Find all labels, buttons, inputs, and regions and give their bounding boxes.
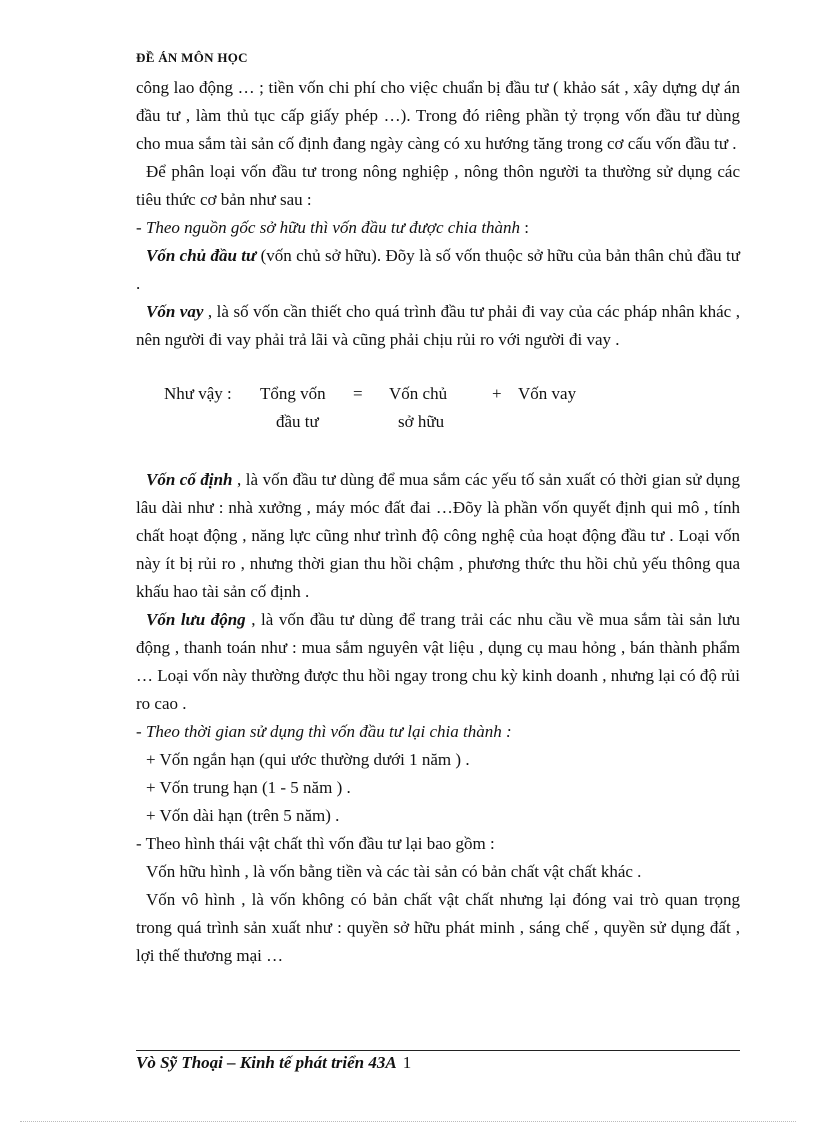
paragraph-capital-composition: công lao động … ; tiền vốn chi phí cho việc chuẩn bị đầu tư ( khảo sát , xây dựng dự án đầu tư , làm thủ tục cấp giấy phép …). Trong đó riêng phần tỷ trọng vốn đầu tư dùng cho mua sắm tài sản cố định đang ngày càng có xu hướng tăng trong cơ cấu vốn đầu tư . [136, 78, 740, 153]
page-footer [136, 1053, 411, 1073]
document-body [136, 74, 740, 970]
working-capital-definition: , là vốn đầu tư dùng để trang trải các nhu cầu về mua sắm tài sản lưu động , thanh toán như : mua sắm nguyên vật liệu , dụng cụ mau hỏng , bán thành phẩm … Loại vốn này thường được thu hồi ngay trong chu kỳ kinh doanh , nhưng lại có độ rủi ro cao . [136, 610, 740, 713]
paragraph-fixed-capital [136, 466, 740, 606]
list-item-long-term: + Vốn dài hạn (trên 5 năm) . [146, 806, 340, 825]
paragraph-intangible-capital: Vốn vô hình , là vốn không có bản chất vật chất nhưng lại đóng vai trò quan trọng trong quá trình sản xuất như : quyền sở hữu phát minh , sáng chế , quyền sử dụng đất , lợi thế thương mại … [136, 890, 740, 965]
formula-owner-capital: Vốn chủ [389, 384, 448, 403]
paragraph-time-criterion [136, 718, 740, 746]
formula-owner-capital-line2: sở hữu [398, 412, 445, 431]
owner-capital-definition: (vốn chủ sở hữu). Đõy là số vốn thuộc sở hữu của bản thân chủ đầu tư . [136, 246, 740, 293]
formula-total-capital-line2: đầu tư [276, 412, 319, 431]
dash-marker: - [136, 218, 146, 237]
page-bottom-border [20, 1121, 796, 1122]
term-borrowed-capital: Vốn vay [146, 302, 204, 321]
term-fixed-capital: Vốn cố định [146, 470, 233, 489]
formula-equals: = [353, 384, 363, 403]
fixed-capital-definition: , là vốn đầu tư dùng để mua sắm các yếu tố sản xuất có thời gian sử dụng lâu dài như : nhà xưởng , máy móc đất đai …Đõy là phần vốn quyết định qui mô , tính chất hoạt động , năng lực cũng như trình độ công nghệ của hoạt động đầu tư . Loại vốn này ít bị rủi ro , nhưng thời gian thu hồi chậm , phương thức thu hồi chủ yếu thông qua khấu hao tài sản cố định . [136, 470, 740, 601]
paragraph-classification-intro: Để phân loại vốn đầu tư trong nông nghiệp , nông thôn người ta thường sử dụng các tiêu thức cơ bản như sau : [136, 162, 740, 209]
paragraph-borrowed-capital [136, 298, 740, 354]
formula-label: Như vậy : [164, 384, 232, 403]
page-number: 1 [402, 1053, 412, 1072]
term-working-capital: Vốn lưu động [146, 610, 246, 629]
formula-plus: + [492, 384, 502, 403]
borrowed-capital-definition: , là số vốn cần thiết cho quá trình đầu tư phải đi vay của các pháp nhân khác , nên người đi vay phải trả lãi và cũng phải chịu rủi ro với người đi vay . [136, 302, 740, 349]
paragraph-tangible-capital: Vốn hữu hình , là vốn bằng tiền và các tài sản có bản chất vật chất khác . [146, 862, 642, 881]
paragraph-ownership-criterion [136, 214, 740, 242]
ownership-criterion-text: Theo nguồn gốc sở hữu thì vốn đầu tư được chia thành [145, 218, 521, 237]
footer-divider [136, 1050, 740, 1051]
paragraph-material-criterion: - Theo hình thái vật chất thì vốn đầu tư lại bao gồm : [136, 834, 495, 853]
term-owner-capital: Vốn chủ đầu tư [146, 246, 257, 265]
formula-total-capital: Tổng vốn [260, 384, 326, 403]
time-criterion-text: Theo thời gian sử dụng thì vốn đầu tư lại chia thành : [145, 722, 512, 741]
list-item-short-term: + Vốn ngắn hạn (qui ước thường dưới 1 năm ) . [146, 750, 470, 769]
paragraph-working-capital [136, 606, 740, 718]
paragraph-owner-capital [136, 242, 740, 298]
dash-marker: - [136, 722, 146, 741]
list-item-medium-term: + Vốn trung hạn (1 - 5 năm ) . [146, 778, 351, 797]
footer-author: Vò Sỹ Thoại – Kinh tế phát triển 43A [136, 1053, 397, 1072]
page-header-title: ĐỀ ÁN MÔN HỌC [136, 50, 248, 65]
ownership-criterion-tail: : [520, 218, 530, 237]
capital-formula [136, 380, 740, 436]
formula-borrowed-capital: Vốn vay [518, 384, 577, 403]
